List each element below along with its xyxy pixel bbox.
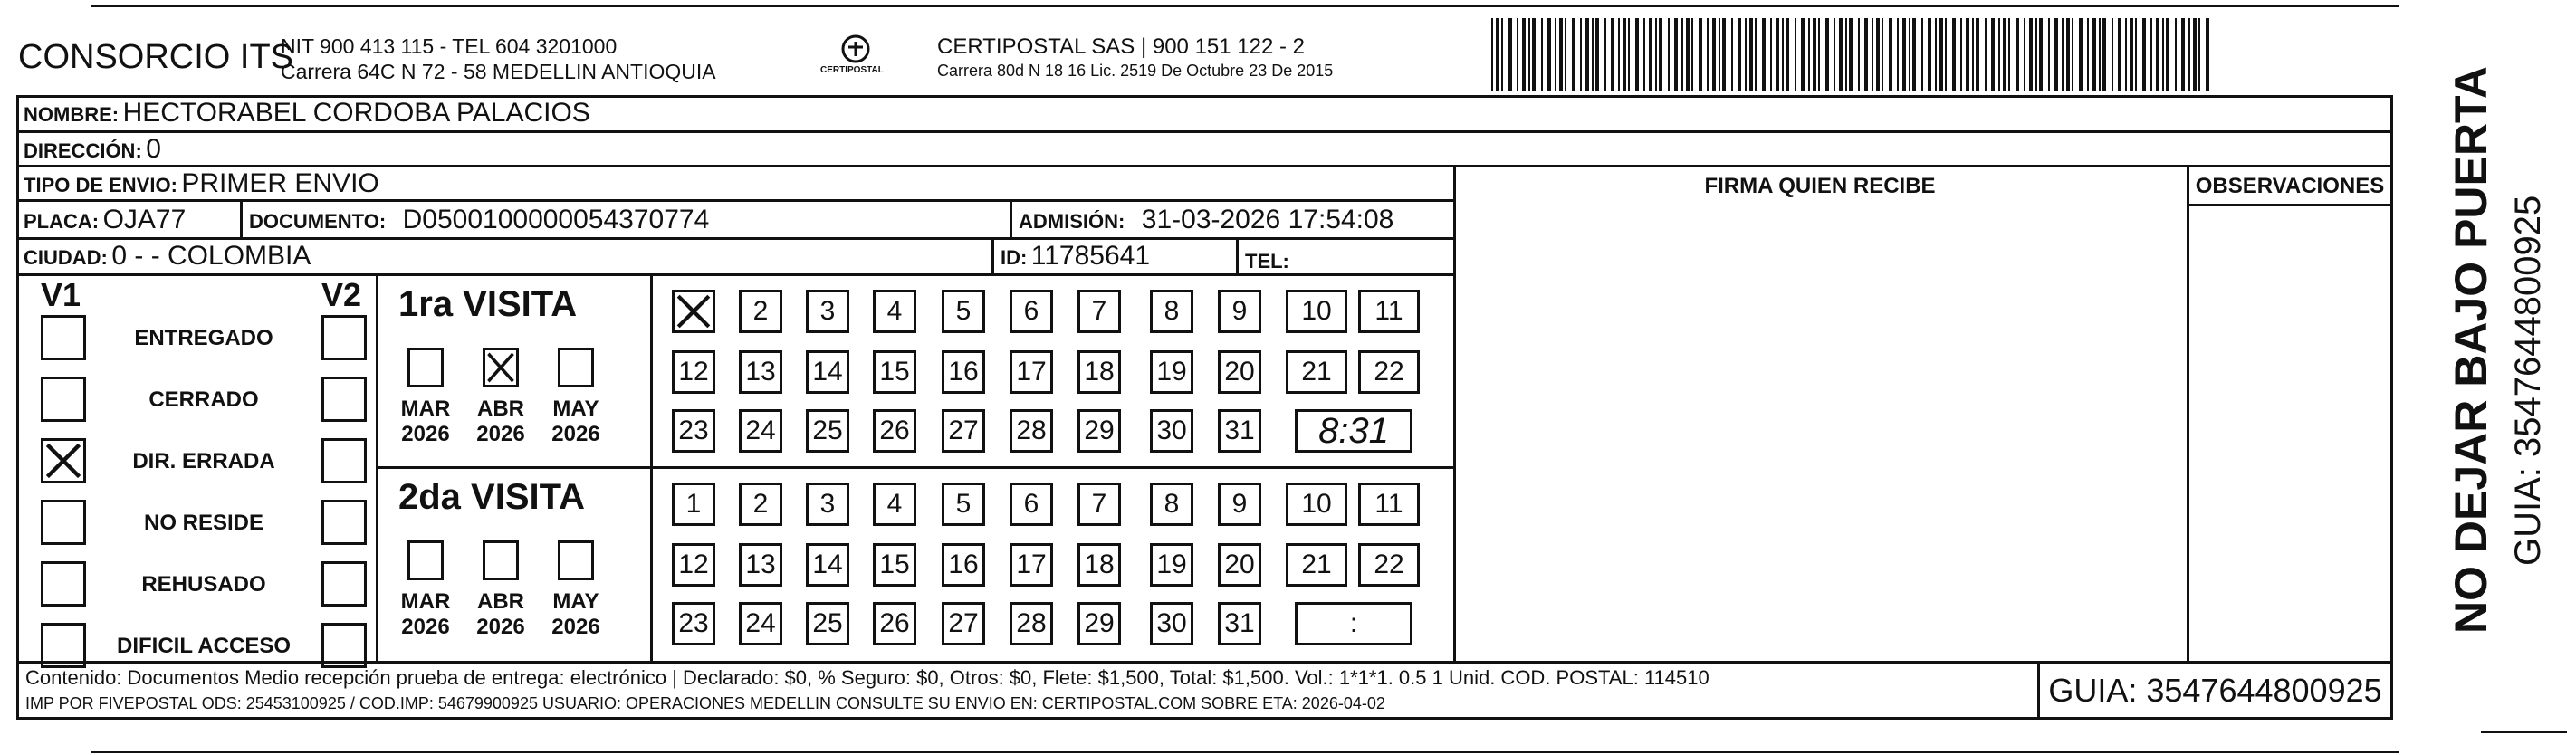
company-nit: NIT 900 413 115 - TEL 604 3201000 [281,34,618,58]
direccion-value: 0 [146,134,161,164]
visit-title: 1ra VISITA [398,284,578,324]
day-box[interactable]: 4 [873,290,916,333]
barcode-bar [1985,18,1987,91]
day-box[interactable]: 2 [739,290,782,333]
day-box[interactable]: 5 [942,483,985,526]
id-label: ID: [1001,246,1028,269]
documento-value: D0500100000054370774 [402,205,710,234]
month-label: ABR 2026 [476,589,525,639]
day-box[interactable]: 5 [942,290,985,333]
barcode-bar [2079,18,2083,91]
footer-contenido: Contenido: Documentos Medio recepción prueba de entrega: electrónico | Declarado: $0, % Seguro: $0, Otros: $0, Flete: $1,500, Total: $1,500. Vol.: 1*1*1. 0.5 1 Unid. COD. POSTAL: 114510 [25,666,1709,689]
barcode-bar [1808,18,1810,91]
barcode-bar [1976,18,1979,91]
barcode-bar [1699,18,1702,91]
day-box[interactable]: 26 [873,602,916,645]
barcode-bar [1755,18,1757,91]
barcode-bar [2003,18,2006,91]
month-checkbox[interactable] [407,348,444,387]
day-box[interactable]: 3 [806,290,849,333]
carrier-license: Carrera 80d N 18 16 Lic. 2519 De Octubre 23 De 2015 [937,62,1334,80]
footer-imp: IMP POR FIVEPOSTAL ODS: 25453100925 / COD.IMP: 54679900925 USUARIO: OPERACIONES MEDELLIN CONSULTE SU ENVIO EN: CERTIPOSTAL.COM SOBRE ETA: 2026-04-02 [25,694,1385,712]
day-box[interactable]: 1 [672,483,715,526]
nombre-label: NOMBRE: [24,103,120,126]
barcode-bar [2193,18,2197,91]
header [0,0,2576,100]
top-rule [91,5,2399,7]
side-guia: GUIA: 3547644800925 [2508,195,2548,566]
v1-checkbox[interactable] [41,438,86,483]
month-checkbox[interactable] [407,540,444,580]
day-box[interactable]: 3 [806,483,849,526]
day-box[interactable]: 8 [1150,483,1193,526]
barcode-bar [2102,18,2106,91]
barcode-bar [1749,18,1753,91]
v1-checkbox[interactable] [41,315,86,360]
barcode-bar [1691,18,1693,91]
visit-title: 2da VISITA [398,477,585,517]
footer-guia: GUIA: 3547644800925 [2048,672,2382,709]
day-box[interactable]: 10 [1286,290,1347,333]
barcode-bar [1909,18,1910,91]
barcode-bar [1776,18,1779,91]
tipo-envio-field [24,168,379,199]
day-box[interactable]: 16 [942,350,985,394]
barcode-bar [1928,18,1931,91]
visit-divider [376,466,1453,469]
day-box[interactable]: 29 [1077,409,1121,453]
day-box[interactable]: 9 [1218,290,1261,333]
barcode-bar [2035,18,2037,91]
day-box[interactable]: 7 [1077,290,1121,333]
documento-field [249,205,709,235]
barcode-bar [1649,18,1652,91]
tipo-envio-value: PRIMER ENVIO [181,168,379,198]
row-divider [16,199,1456,202]
obs-column-left [2187,165,2189,661]
barcode-bar [2024,18,2025,91]
day-box[interactable]: 19 [1150,350,1193,394]
barcode-bar [2072,18,2073,91]
barcode-bar [1681,18,1683,91]
barcode-bar [1882,18,1883,91]
barcode-bar [1889,18,1892,91]
direccion-field [24,134,161,165]
barcode-bar [1517,18,1518,91]
day-box[interactable]: 4 [873,483,916,526]
day-box[interactable]: 31 [1218,409,1261,453]
barcode-bar [2181,18,2185,91]
day-box[interactable]: 19 [1150,543,1193,587]
day-box[interactable]: 30 [1150,409,1193,453]
barcode-bar [2188,18,2190,91]
day-box[interactable]: 9 [1218,483,1261,526]
barcode-bar [1912,18,1916,91]
barcode-bar [2162,18,2164,91]
month-checkbox[interactable] [483,540,519,580]
day-box[interactable]: 21 [1286,350,1347,394]
month-label: MAR 2026 [400,589,451,639]
status-option-label: REHUSADO [141,572,266,597]
col-divider [1010,199,1012,237]
barcode-bar [2130,18,2133,91]
row-divider [16,130,2393,133]
day-box[interactable]: 27 [942,409,985,453]
barcode-bar [1972,18,1974,91]
barcode-bar [1501,18,1503,91]
barcode-bar [1532,18,1536,91]
day-box[interactable]: 6 [1010,483,1053,526]
day-box[interactable]: 28 [1010,602,1053,645]
day-box[interactable]: 24 [739,409,782,453]
barcode-bar [1939,18,1943,91]
day-box[interactable]: 25 [806,409,849,453]
barcode-bar [1604,18,1606,91]
barcode-bar [1945,18,1947,91]
documento-label: DOCUMENTO: [249,210,387,233]
admision-label: ADMISIÓN: [1019,210,1125,233]
barcode-bar [1825,18,1829,91]
barcode-bar [1659,18,1662,91]
observaciones-header: OBSERVACIONES [2195,174,2385,198]
barcode-bar [2016,18,2019,91]
admision-field [1019,205,1393,235]
status-option-label: DIR. ERRADA [132,449,275,473]
day-box[interactable]: 6 [1010,290,1053,333]
barcode-bar [2112,18,2113,91]
month-checkbox[interactable] [483,348,519,387]
v2-checkbox[interactable] [321,623,367,668]
barcode-bar [1719,18,1720,91]
barcode-bar [1786,18,1789,91]
time-box[interactable]: : [1295,602,1412,645]
barcode-bar [1491,18,1493,91]
v1-label: V1 [41,276,81,313]
row-divider [16,165,2393,167]
day-box[interactable]: 2 [739,483,782,526]
month-label: MAY 2026 [551,397,600,446]
barcode-bar [1555,18,1556,91]
id-value: 11785641 [1030,241,1151,271]
barcode-bar [2118,18,2121,91]
barcode-bar [1745,18,1747,91]
certipostal-logo [815,33,896,82]
barcode-bar [1618,18,1620,91]
month-checkbox[interactable] [558,348,594,387]
barcode-bar [1935,18,1937,91]
row-divider [16,237,1456,240]
day-box[interactable]: 21 [1286,543,1347,587]
v1-checkbox[interactable] [41,623,86,668]
barcode-bar [1876,18,1880,91]
barcode-bar [1849,18,1853,91]
barcode [1489,18,2218,91]
barcode-bar [1668,18,1670,91]
row-divider [2187,204,2393,206]
col-divider [240,199,243,237]
barcode-bar [1528,18,1530,91]
barcode-bar [1592,18,1594,91]
barcode-bar [1643,18,1645,91]
day-box[interactable]: 17 [1010,350,1053,394]
month-label: MAY 2026 [551,589,600,639]
barcode-bar [2048,18,2050,91]
day-box[interactable]: 23 [672,409,715,453]
firma-header: FIRMA QUIEN RECIBE [1704,174,1936,198]
day-box[interactable]: 23 [672,602,715,645]
barcode-bar [1864,18,1868,91]
barcode-bar [1818,18,1820,91]
day-box[interactable]: 22 [1358,350,1420,394]
company-address: Carrera 64C N 72 - 58 MEDELLIN ANTIOQUIA [281,60,716,83]
day-box[interactable]: 28 [1010,409,1053,453]
barcode-bar [2008,18,2010,91]
barcode-bar [1813,18,1816,91]
status-option-label: ENTREGADO [134,326,273,350]
day-box[interactable]: 7 [1077,483,1121,526]
barcode-bar [1902,18,1906,91]
bottom-rule [91,751,2399,753]
day-box[interactable]: 27 [942,602,985,645]
ciudad-label: CIUDAD: [24,246,108,269]
barcode-bar [1966,18,1969,91]
barcode-bar [1952,18,1956,91]
barcode-bar [1585,18,1589,91]
barcode-bar [1738,18,1741,91]
direccion-label: DIRECCIÓN: [24,139,142,162]
firma-column-left [1453,165,1456,661]
carrier-name: CERTIPOSTAL SAS | 900 151 122 - 2 [937,34,1305,59]
v2-checkbox[interactable] [321,438,367,483]
day-box[interactable]: 12 [672,543,715,587]
admision-value: 31-03-2026 17:54:08 [1141,205,1394,234]
nombre-value: HECTORABEL CORDOBA PALACIOS [122,98,590,128]
ciudad-field [24,241,311,272]
barcode-bar [1595,18,1599,91]
nombre-field [24,98,590,129]
day-box[interactable]: 29 [1077,602,1121,645]
v2-checkbox[interactable] [321,377,367,422]
status-option-label: DIFICIL ACCESO [116,634,291,658]
barcode-bar [1559,18,1563,91]
day-box[interactable]: 25 [806,602,849,645]
barcode-bar [1707,18,1709,91]
placa-field [24,205,186,235]
barcode-bar [1623,18,1626,91]
day-box[interactable]: 13 [739,543,782,587]
day-box[interactable]: 12 [672,350,715,394]
barcode-bar [1872,18,1873,91]
barcode-bar [2099,18,2101,91]
barcode-bar [1845,18,1847,91]
month-label: MAR 2026 [400,397,451,446]
barcode-bar [2062,18,2064,91]
barcode-bar [1834,18,1835,91]
barcode-bar [2066,18,2070,91]
barcode-bar [1572,18,1575,91]
barcode-bar [2142,18,2146,91]
id-field [1001,241,1150,272]
barcode-bar [2029,18,2033,91]
barcode-bar [1858,18,1860,91]
day-box[interactable]: 16 [942,543,985,587]
status-option-label: NO RESIDE [143,511,264,535]
barcode-bar [1522,18,1526,91]
day-box[interactable]: 11 [1358,290,1420,333]
barcode-bar [2092,18,2096,91]
day-box[interactable]: 18 [1077,543,1121,587]
tel-field [1245,244,1289,275]
day-box[interactable]: 14 [806,543,849,587]
barcode-bar [2135,18,2137,91]
bottom-rule-right [2481,731,2567,733]
placa-value: OJA77 [102,205,187,234]
barcode-bar [1628,18,1630,91]
status-option-label: CERRADO [148,387,259,412]
barcode-bar [1839,18,1843,91]
day-box[interactable]: 18 [1077,350,1121,394]
day-box[interactable]: 20 [1218,543,1261,587]
barcode-bar [2039,18,2043,91]
barcode-bar [1998,18,2000,91]
barcode-bar [2175,18,2177,91]
barcode-bar [1674,18,1678,91]
barcode-bar [1508,18,1512,91]
day-box[interactable]: 11 [1358,483,1420,526]
barcode-bar [1762,18,1766,91]
col-divider [991,237,994,273]
tel-label: TEL: [1245,250,1289,272]
barcode-bar [2054,18,2058,91]
month-checkbox[interactable] [558,540,594,580]
v2-label: V2 [321,276,362,313]
barcode-bar [2150,18,2152,91]
row-divider [16,273,1456,276]
v1-checkbox[interactable] [41,561,86,607]
placa-label: PLACA: [24,210,100,233]
barcode-bar [1731,18,1733,91]
barcode-bar [2125,18,2127,91]
barcode-bar [2198,18,2200,91]
barcode-bar [1547,18,1551,91]
day-box[interactable] [672,290,715,333]
company-name: CONSORCIO ITS [18,38,294,76]
barcode-bar [1722,18,1726,91]
col-divider [1236,237,1239,273]
barcode-bar [1960,18,1962,91]
barcode-bar [2156,18,2159,91]
day-box[interactable]: 10 [1286,483,1347,526]
barcode-bar [2166,18,2169,91]
day-box[interactable]: 31 [1218,602,1261,645]
barcode-bar [1655,18,1657,91]
v2-checkbox[interactable] [321,315,367,360]
side-warning: NO DEJAR BAJO PUERTA [2446,66,2496,634]
barcode-bar [2087,18,2089,91]
day-box[interactable]: 26 [873,409,916,453]
barcode-bar [1712,18,1716,91]
barcode-bar [1795,18,1796,91]
barcode-bar [1686,18,1690,91]
barcode-bar [1921,18,1923,91]
v2-checkbox[interactable] [321,500,367,545]
barcode-bar [1801,18,1805,91]
barcode-bar [1782,18,1784,91]
day-box[interactable]: 13 [739,350,782,394]
day-box[interactable]: 15 [873,350,916,394]
day-box[interactable]: 30 [1150,602,1193,645]
barcode-bar [1611,18,1614,91]
logo-text: CERTIPOSTAL [820,65,884,75]
barcode-bar [1541,18,1543,91]
barcode-bar [1991,18,1995,91]
barcode-image [1489,18,2218,91]
barcode-bar [1580,18,1582,91]
day-box[interactable]: 22 [1358,543,1420,587]
month-label: ABR 2026 [476,397,525,446]
tipo-envio-label: TIPO DE ENVIO: [24,174,177,196]
day-box[interactable]: 20 [1218,350,1261,394]
ciudad-value: 0 - - COLOMBIA [111,241,311,271]
barcode-bar [1897,18,1899,91]
barcode-bar [1635,18,1639,91]
day-box[interactable]: 15 [873,543,916,587]
v1-checkbox[interactable] [41,377,86,422]
day-box[interactable]: 17 [1010,543,1053,587]
day-box[interactable]: 8 [1150,290,1193,333]
v2-checkbox[interactable] [321,561,367,607]
barcode-bar [2206,18,2209,91]
v1-checkbox[interactable] [41,500,86,545]
time-box[interactable]: 8:31 [1295,409,1412,453]
day-box[interactable]: 24 [739,602,782,645]
barcode-bar [1496,18,1499,91]
barcode-bar [1770,18,1772,91]
barcode-bar [1565,18,1566,91]
day-box[interactable]: 14 [806,350,849,394]
